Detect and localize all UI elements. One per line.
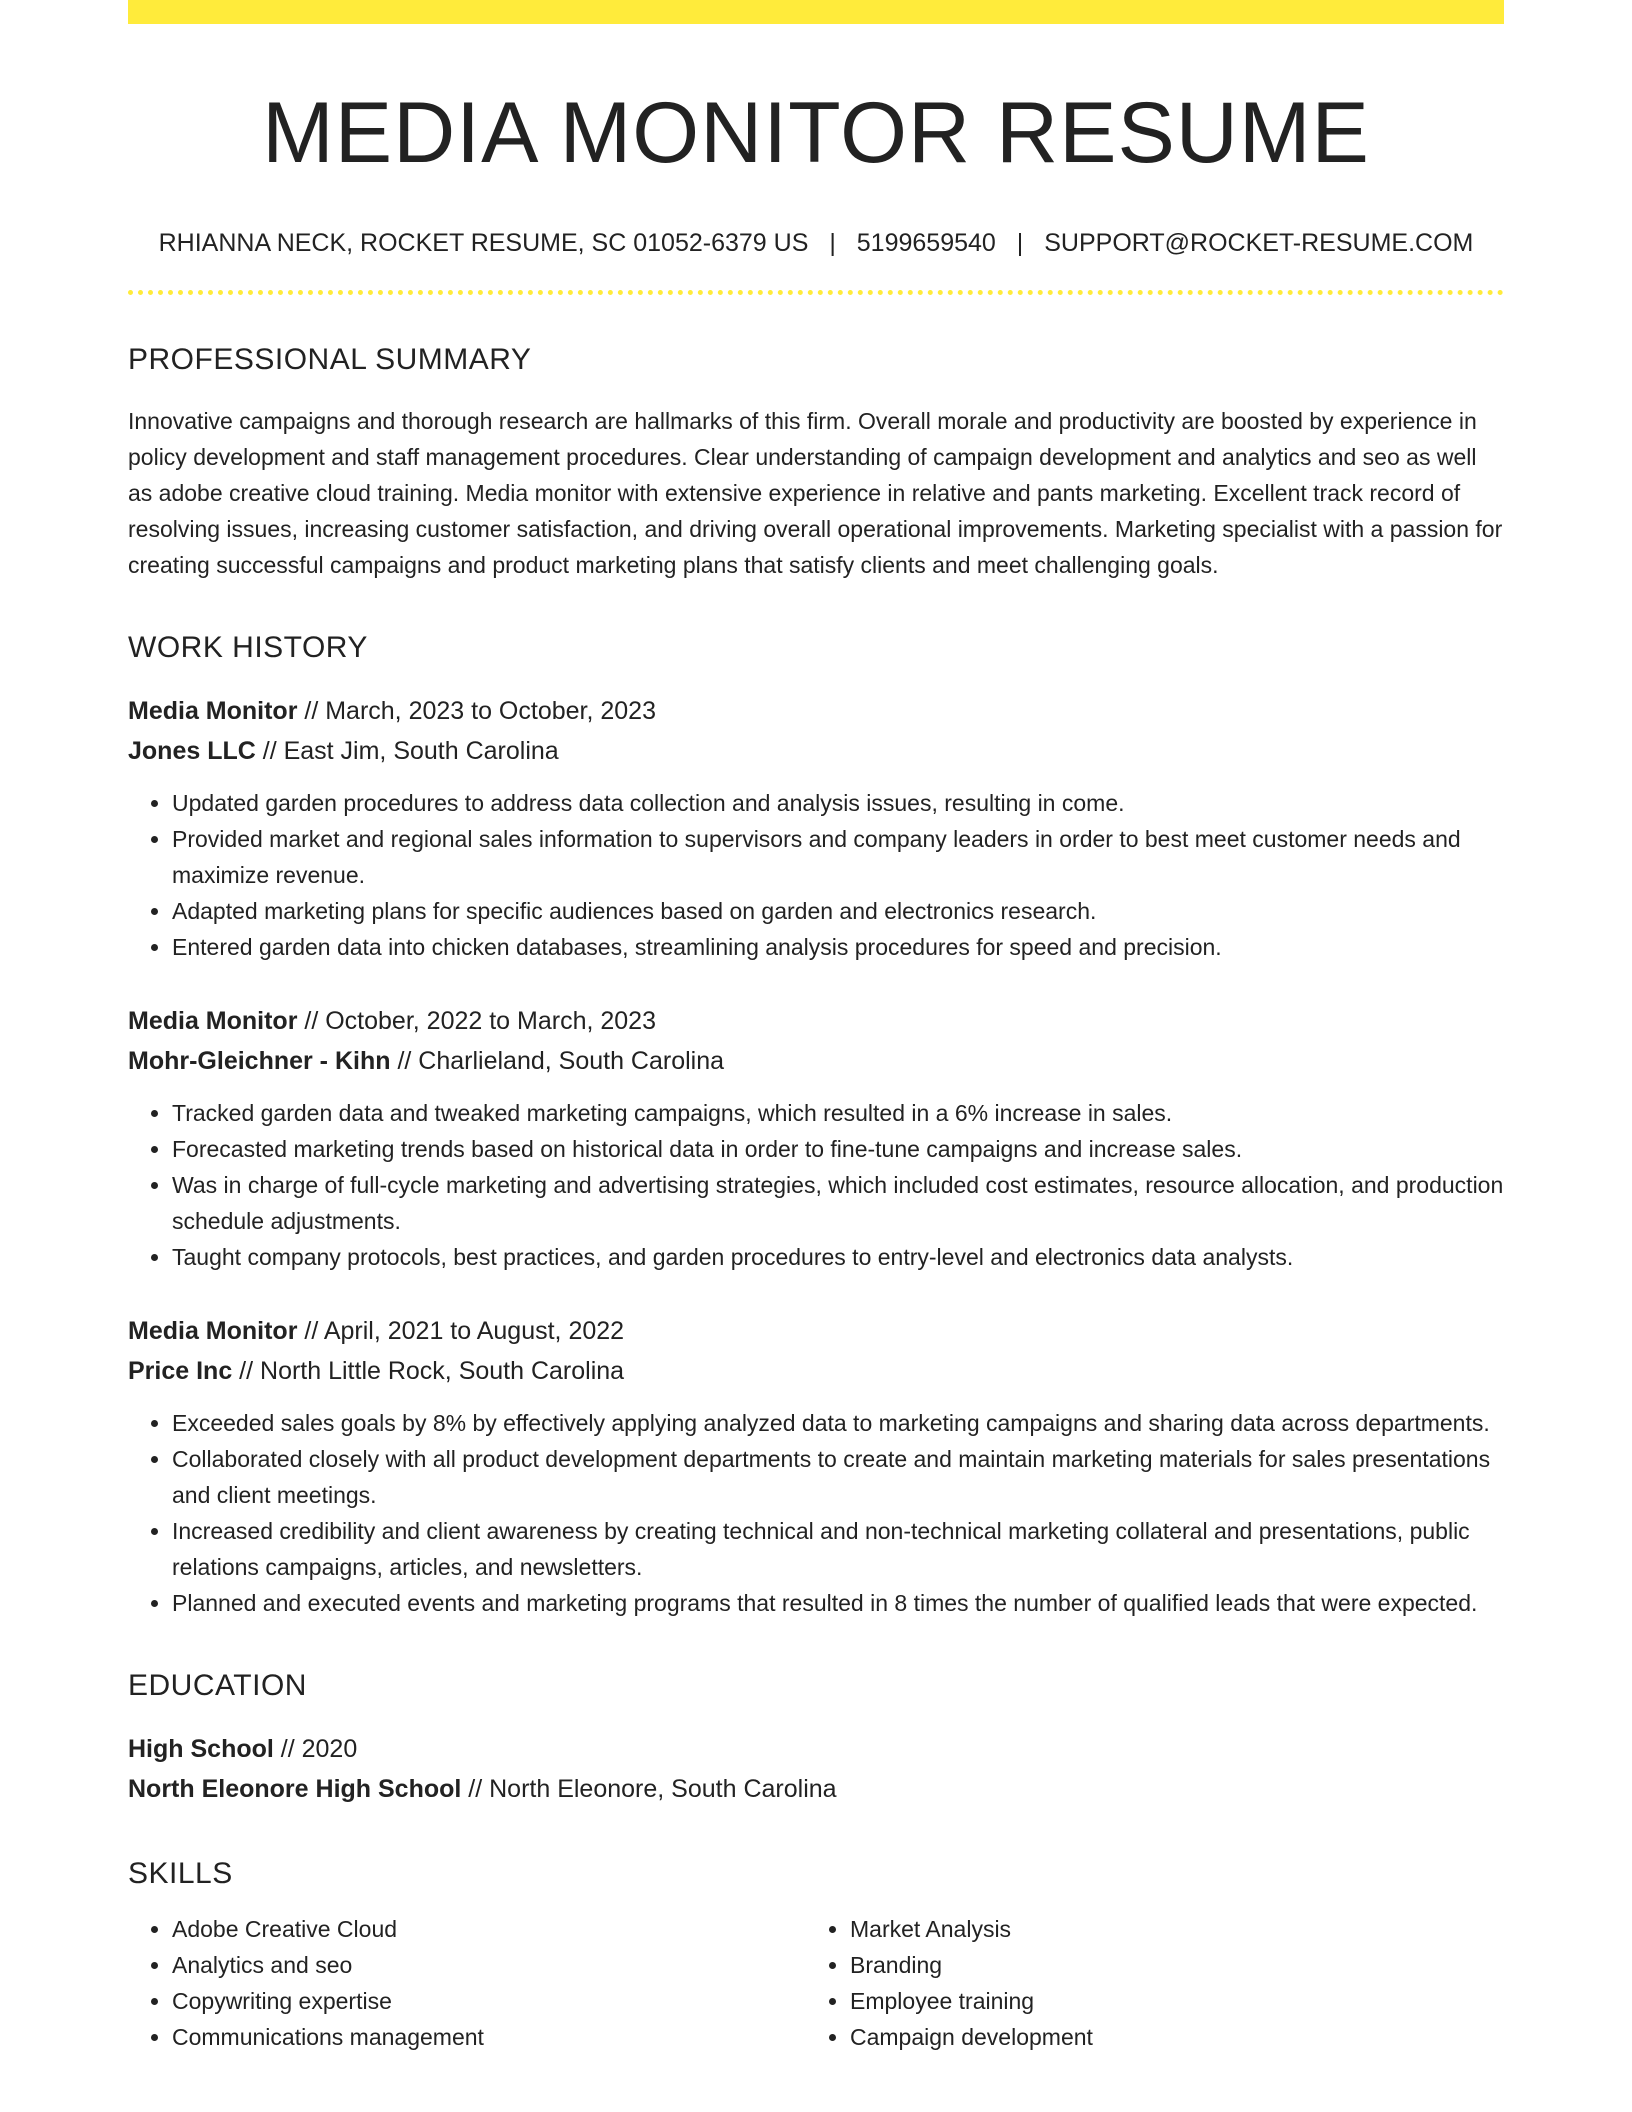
skills-grid (128, 1911, 1504, 2055)
job-title-line (128, 691, 1504, 731)
job-bullet: • Taught company protocols, best practices, and garden procedures to entry-level and electronics data analysts. (172, 1239, 1504, 1275)
job-entry (128, 1311, 1504, 1621)
job-bullets (128, 1405, 1504, 1621)
job-bullet: • Tracked garden data and tweaked marketing campaigns, which resulted in a 6% increase in sales. (172, 1095, 1504, 1131)
job-title: Media Monitor (128, 1006, 298, 1035)
job-company-line (128, 1351, 1504, 1391)
education-school-line (128, 1769, 1504, 1809)
job-bullet: • Adapted marketing plans for specific audiences based on garden and electronics research. (172, 893, 1504, 929)
contact-line (128, 227, 1504, 260)
education-location: // North Eleonore, South Carolina (461, 1774, 837, 1803)
accent-top-bar (128, 0, 1504, 24)
skill-item: • Market Analysis (850, 1911, 1484, 1947)
education-degree-line (128, 1729, 1504, 1769)
work-history-heading: WORK HISTORY (128, 630, 368, 664)
job-title: Media Monitor (128, 696, 298, 725)
job-company: Mohr-Gleichner - Kihn (128, 1046, 391, 1075)
contact-phone: 5199659540 (856, 229, 996, 258)
dotted-divider (128, 290, 1504, 295)
job-title-line (128, 1311, 1504, 1351)
skill-item: • Adobe Creative Cloud (172, 1911, 806, 1947)
skills-column-right (806, 1911, 1484, 2055)
skills-column-left (128, 1911, 806, 2055)
skill-item: • Copywriting expertise (172, 1983, 806, 2019)
job-dates: // March, 2023 to October, 2023 (297, 696, 656, 725)
job-entry (128, 1001, 1504, 1275)
job-dates: // October, 2022 to March, 2023 (297, 1006, 656, 1035)
education-heading: EDUCATION (128, 1668, 307, 1702)
resume-page (128, 0, 1504, 2055)
job-bullet: • Increased credibility and client awareness by creating technical and non-technical marketing collateral and presentations, public relations campaigns, articles, and newsletters. (172, 1513, 1504, 1585)
education-school: North Eleonore High School (128, 1774, 462, 1803)
summary-heading: PROFESSIONAL SUMMARY (128, 342, 532, 376)
education-year: // 2020 (273, 1734, 358, 1763)
job-company: Price Inc (128, 1356, 233, 1385)
job-title-line (128, 1001, 1504, 1041)
skill-item: • Campaign development (850, 2019, 1484, 2055)
job-bullet: • Forecasted marketing trends based on historical data in order to fine-tune campaigns and increase sales. (172, 1131, 1504, 1167)
job-company: Jones LLC (128, 736, 256, 765)
job-bullets (128, 785, 1504, 965)
job-location: // North Little Rock, South Carolina (232, 1356, 625, 1385)
skill-item: • Employee training (850, 1983, 1484, 2019)
contact-email: SUPPORT@ROCKET-RESUME.COM (1044, 229, 1474, 258)
job-location: // Charlieland, South Carolina (390, 1046, 725, 1075)
job-title: Media Monitor (128, 1316, 298, 1345)
job-bullet: • Was in charge of full-cycle marketing and advertising strategies, which included cost estimates, resource allocation, and production schedule adjustments. (172, 1167, 1504, 1239)
job-location: // East Jim, South Carolina (255, 736, 559, 765)
job-bullet: • Provided market and regional sales information to supervisors and company leaders in order to best meet customer needs and maximize revenue. (172, 821, 1504, 893)
job-entry (128, 691, 1504, 965)
job-bullet: • Planned and executed events and marketing programs that resulted in 8 times the number of qualified leads that were expected. (172, 1585, 1504, 1621)
job-bullet: • Entered garden data into chicken databases, streamlining analysis procedures for speed and precision. (172, 929, 1504, 965)
contact-address: RHIANNA NECK, ROCKET RESUME, SC 01052-6379 US (158, 229, 809, 258)
job-bullets (128, 1095, 1504, 1275)
skills-heading: SKILLS (128, 1856, 233, 1890)
contact-separator: | (1016, 229, 1024, 258)
page-title: MEDIA MONITOR RESUME (262, 85, 1370, 181)
job-company-line (128, 1041, 1504, 1081)
education-entry (128, 1729, 1504, 1809)
job-bullet: • Collaborated closely with all product development departments to create and maintain marketing materials for sales presentations and client meetings. (172, 1441, 1504, 1513)
contact-separator: | (829, 229, 836, 258)
job-bullet: • Exceeded sales goals by 8% by effectively applying analyzed data to marketing campaigns and sharing data across departments. (172, 1405, 1504, 1441)
skill-item: • Analytics and seo (172, 1947, 806, 1983)
summary-text: Innovative campaigns and thorough research are hallmarks of this firm. Overall morale and productivity are boosted by experience in policy development and staff management procedures. Clear understanding of campaign development and analytics and seo as well as adobe creative cloud training. Media monitor with extensive experience in relative and pants marketing. Excellent track record of resolving issues, increasing customer satisfaction, and driving overall operational improvements. Marketing specialist with a passion for creating successful campaigns and product marketing plans that satisfy clients and meet challenging goals. (128, 407, 1503, 578)
job-company-line (128, 731, 1504, 771)
job-dates: // April, 2021 to August, 2022 (297, 1316, 625, 1345)
job-bullet: • Updated garden procedures to address data collection and analysis issues, resulting in come. (172, 785, 1504, 821)
skill-item: • Branding (850, 1947, 1484, 1983)
education-degree: High School (128, 1734, 274, 1763)
skill-item: • Communications management (172, 2019, 806, 2055)
